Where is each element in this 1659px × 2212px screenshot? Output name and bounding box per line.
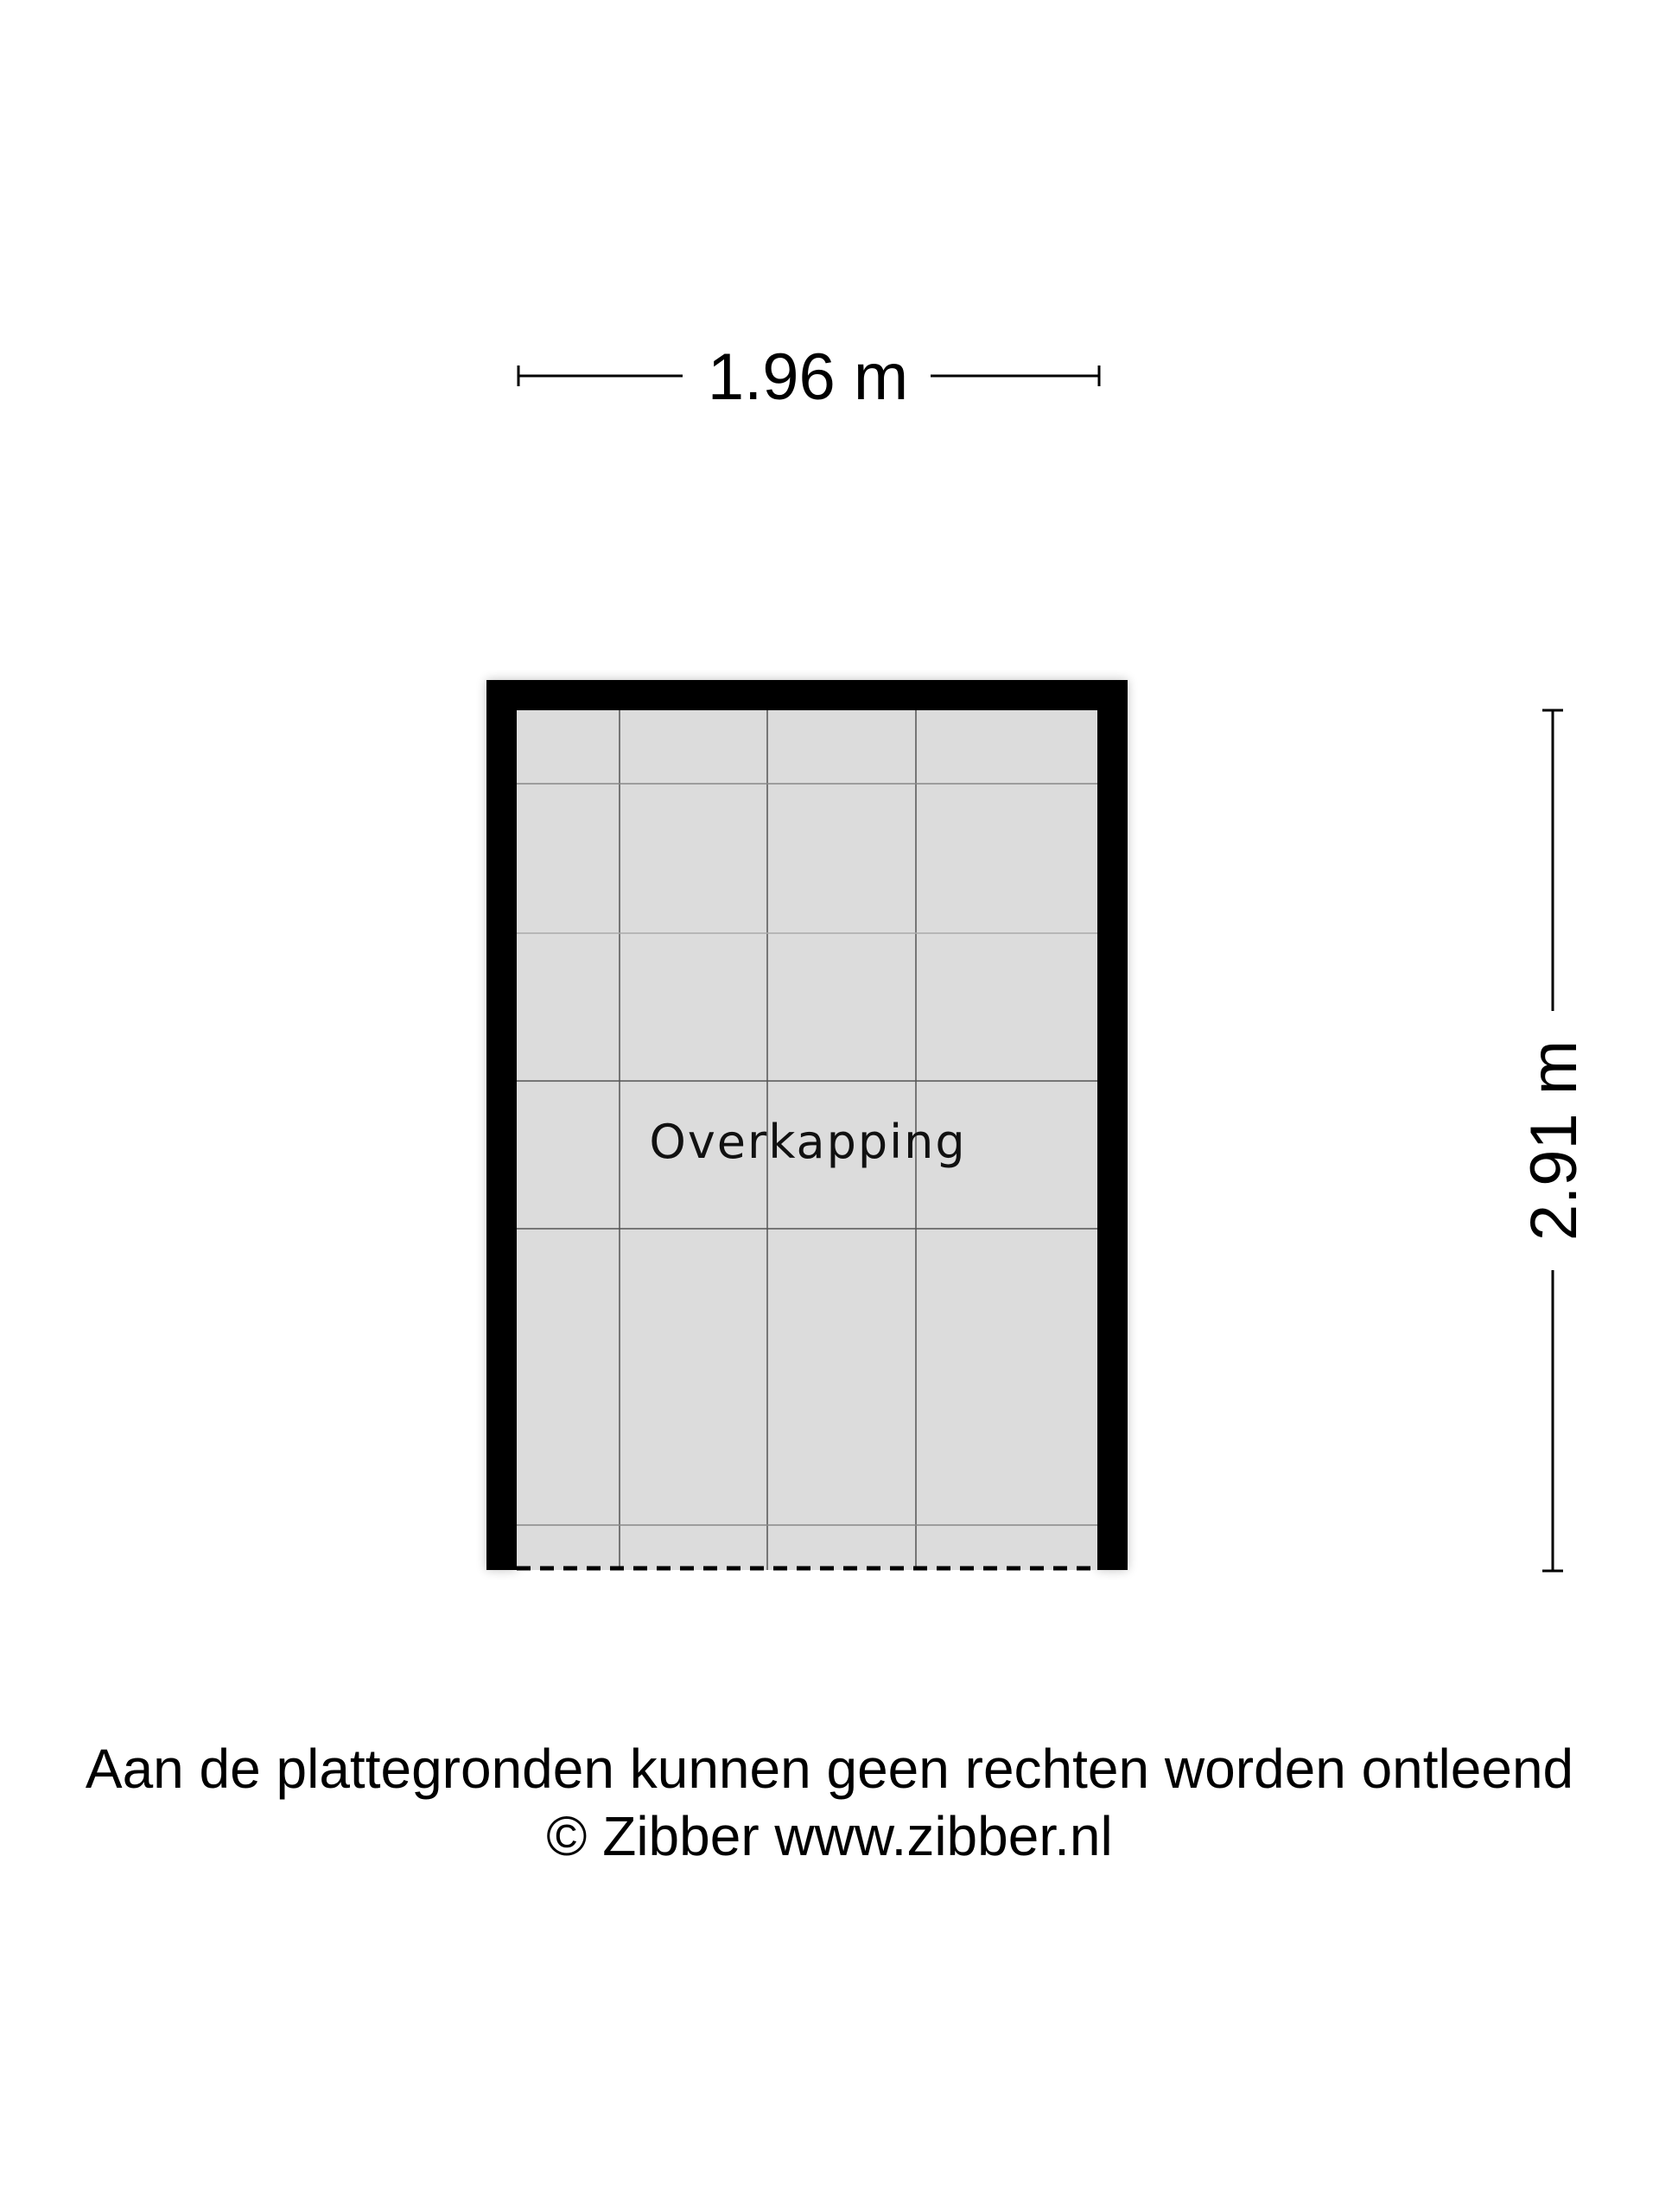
depth-dimension: [1517, 710, 1591, 1571]
wall-right: [1097, 680, 1128, 1570]
room-label: Overkapping: [649, 1115, 967, 1169]
disclaimer-text: Aan de plattegronden kunnen geen rechten worden ontleend: [85, 1738, 1574, 1800]
width-dimension-label: 1.96 m: [707, 340, 909, 414]
width-dimension: [518, 340, 1099, 414]
wall-top: [486, 680, 1128, 710]
copyright-text: © Zibber www.zibber.nl: [546, 1805, 1113, 1867]
wall-left: [486, 680, 517, 1570]
room-overkapping: [486, 680, 1128, 1570]
depth-dimension-label: 2.91 m: [1517, 1039, 1591, 1242]
